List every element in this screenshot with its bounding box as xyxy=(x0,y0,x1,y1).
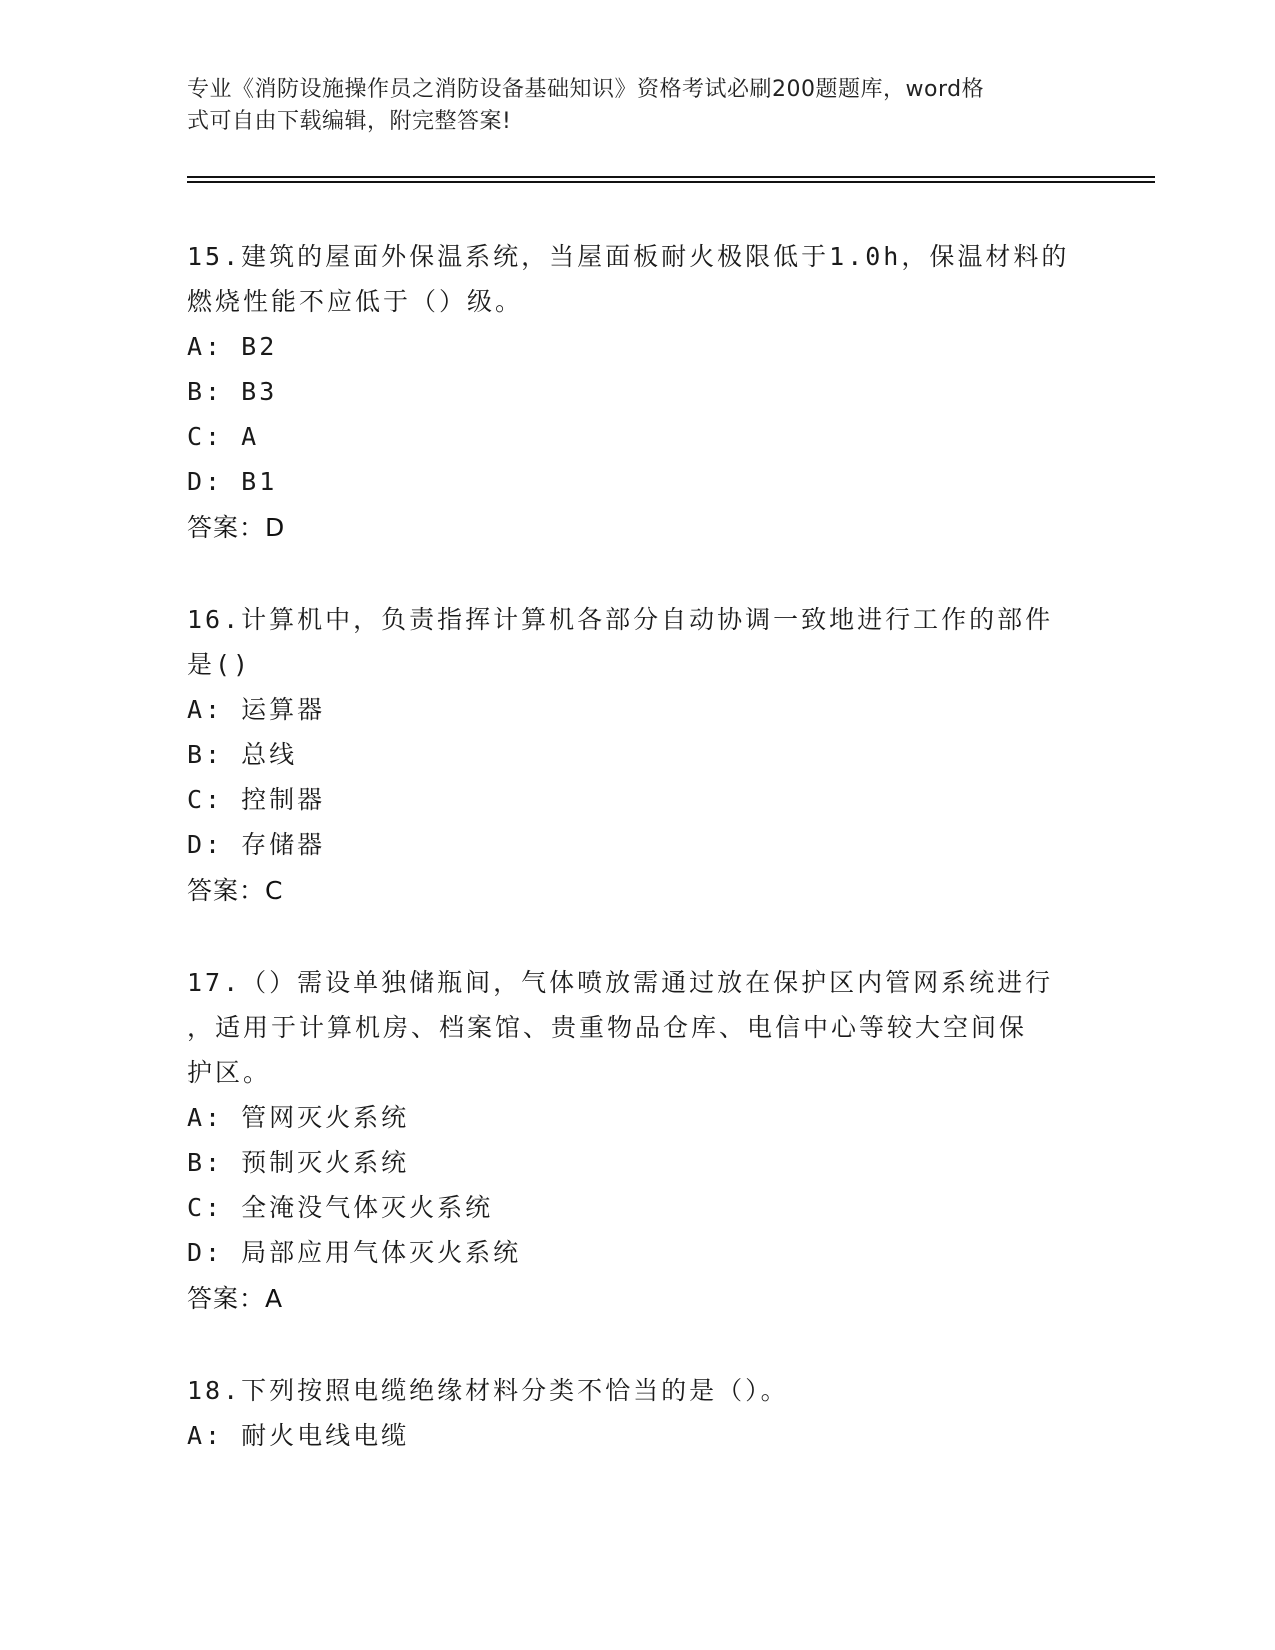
option-d: D: 存储器 xyxy=(187,830,326,859)
option-b: B: 总线 xyxy=(187,740,298,769)
header-line-1: 专业《消防设施操作员之消防设备基础知识》资格考试必刷200题题库，word格 xyxy=(187,77,985,102)
question-text: 是() xyxy=(187,650,252,679)
option-a: A: B2 xyxy=(187,332,278,361)
question-15 xyxy=(187,234,1087,551)
option-a: A: 运算器 xyxy=(187,695,326,724)
question-text: 16.计算机中，负责指挥计算机各部分自动协调一致地进行工作的部件 xyxy=(187,605,1054,634)
question-text: ，适用于计算机房、档案馆、贵重物品仓库、电信中心等较大空间保 xyxy=(187,1013,1028,1042)
option-d: D: 局部应用气体灭火系统 xyxy=(187,1238,522,1267)
question-text: 15.建筑的屋面外保温系统，当屋面板耐火极限低于1.0h，保温材料的 xyxy=(187,242,1070,271)
header-divider-bottom xyxy=(187,181,1155,183)
question-list xyxy=(187,234,1087,1504)
answer: 答案：A xyxy=(187,1284,284,1313)
question-text: 护区。 xyxy=(187,1058,272,1087)
question-text: 18.下列按照电缆绝缘材料分类不恰当的是（）。 xyxy=(187,1376,789,1405)
question-text: 17.（）需设单独储瓶间，气体喷放需通过放在保护区内管网系统进行 xyxy=(187,968,1054,997)
answer: 答案：C xyxy=(187,876,284,905)
header-line-2: 式可自由下载编辑，附完整答案! xyxy=(187,109,512,134)
option-a: A: 管网灭火系统 xyxy=(187,1103,410,1132)
question-18 xyxy=(187,1368,1087,1458)
option-c: C: A xyxy=(187,422,260,451)
option-c: C: 控制器 xyxy=(187,785,326,814)
question-17 xyxy=(187,960,1087,1322)
option-d: D: B1 xyxy=(187,467,278,496)
question-16 xyxy=(187,597,1087,914)
answer: 答案：D xyxy=(187,513,286,542)
option-a: A: 耐火电线电缆 xyxy=(187,1421,410,1450)
header-divider-top xyxy=(187,176,1155,178)
question-text: 燃烧性能不应低于（）级。 xyxy=(187,287,524,316)
option-b: B: 预制灭火系统 xyxy=(187,1148,410,1177)
option-c: C: 全淹没气体灭火系统 xyxy=(187,1193,494,1222)
document-header xyxy=(187,74,1067,138)
option-b: B: B3 xyxy=(187,377,278,406)
